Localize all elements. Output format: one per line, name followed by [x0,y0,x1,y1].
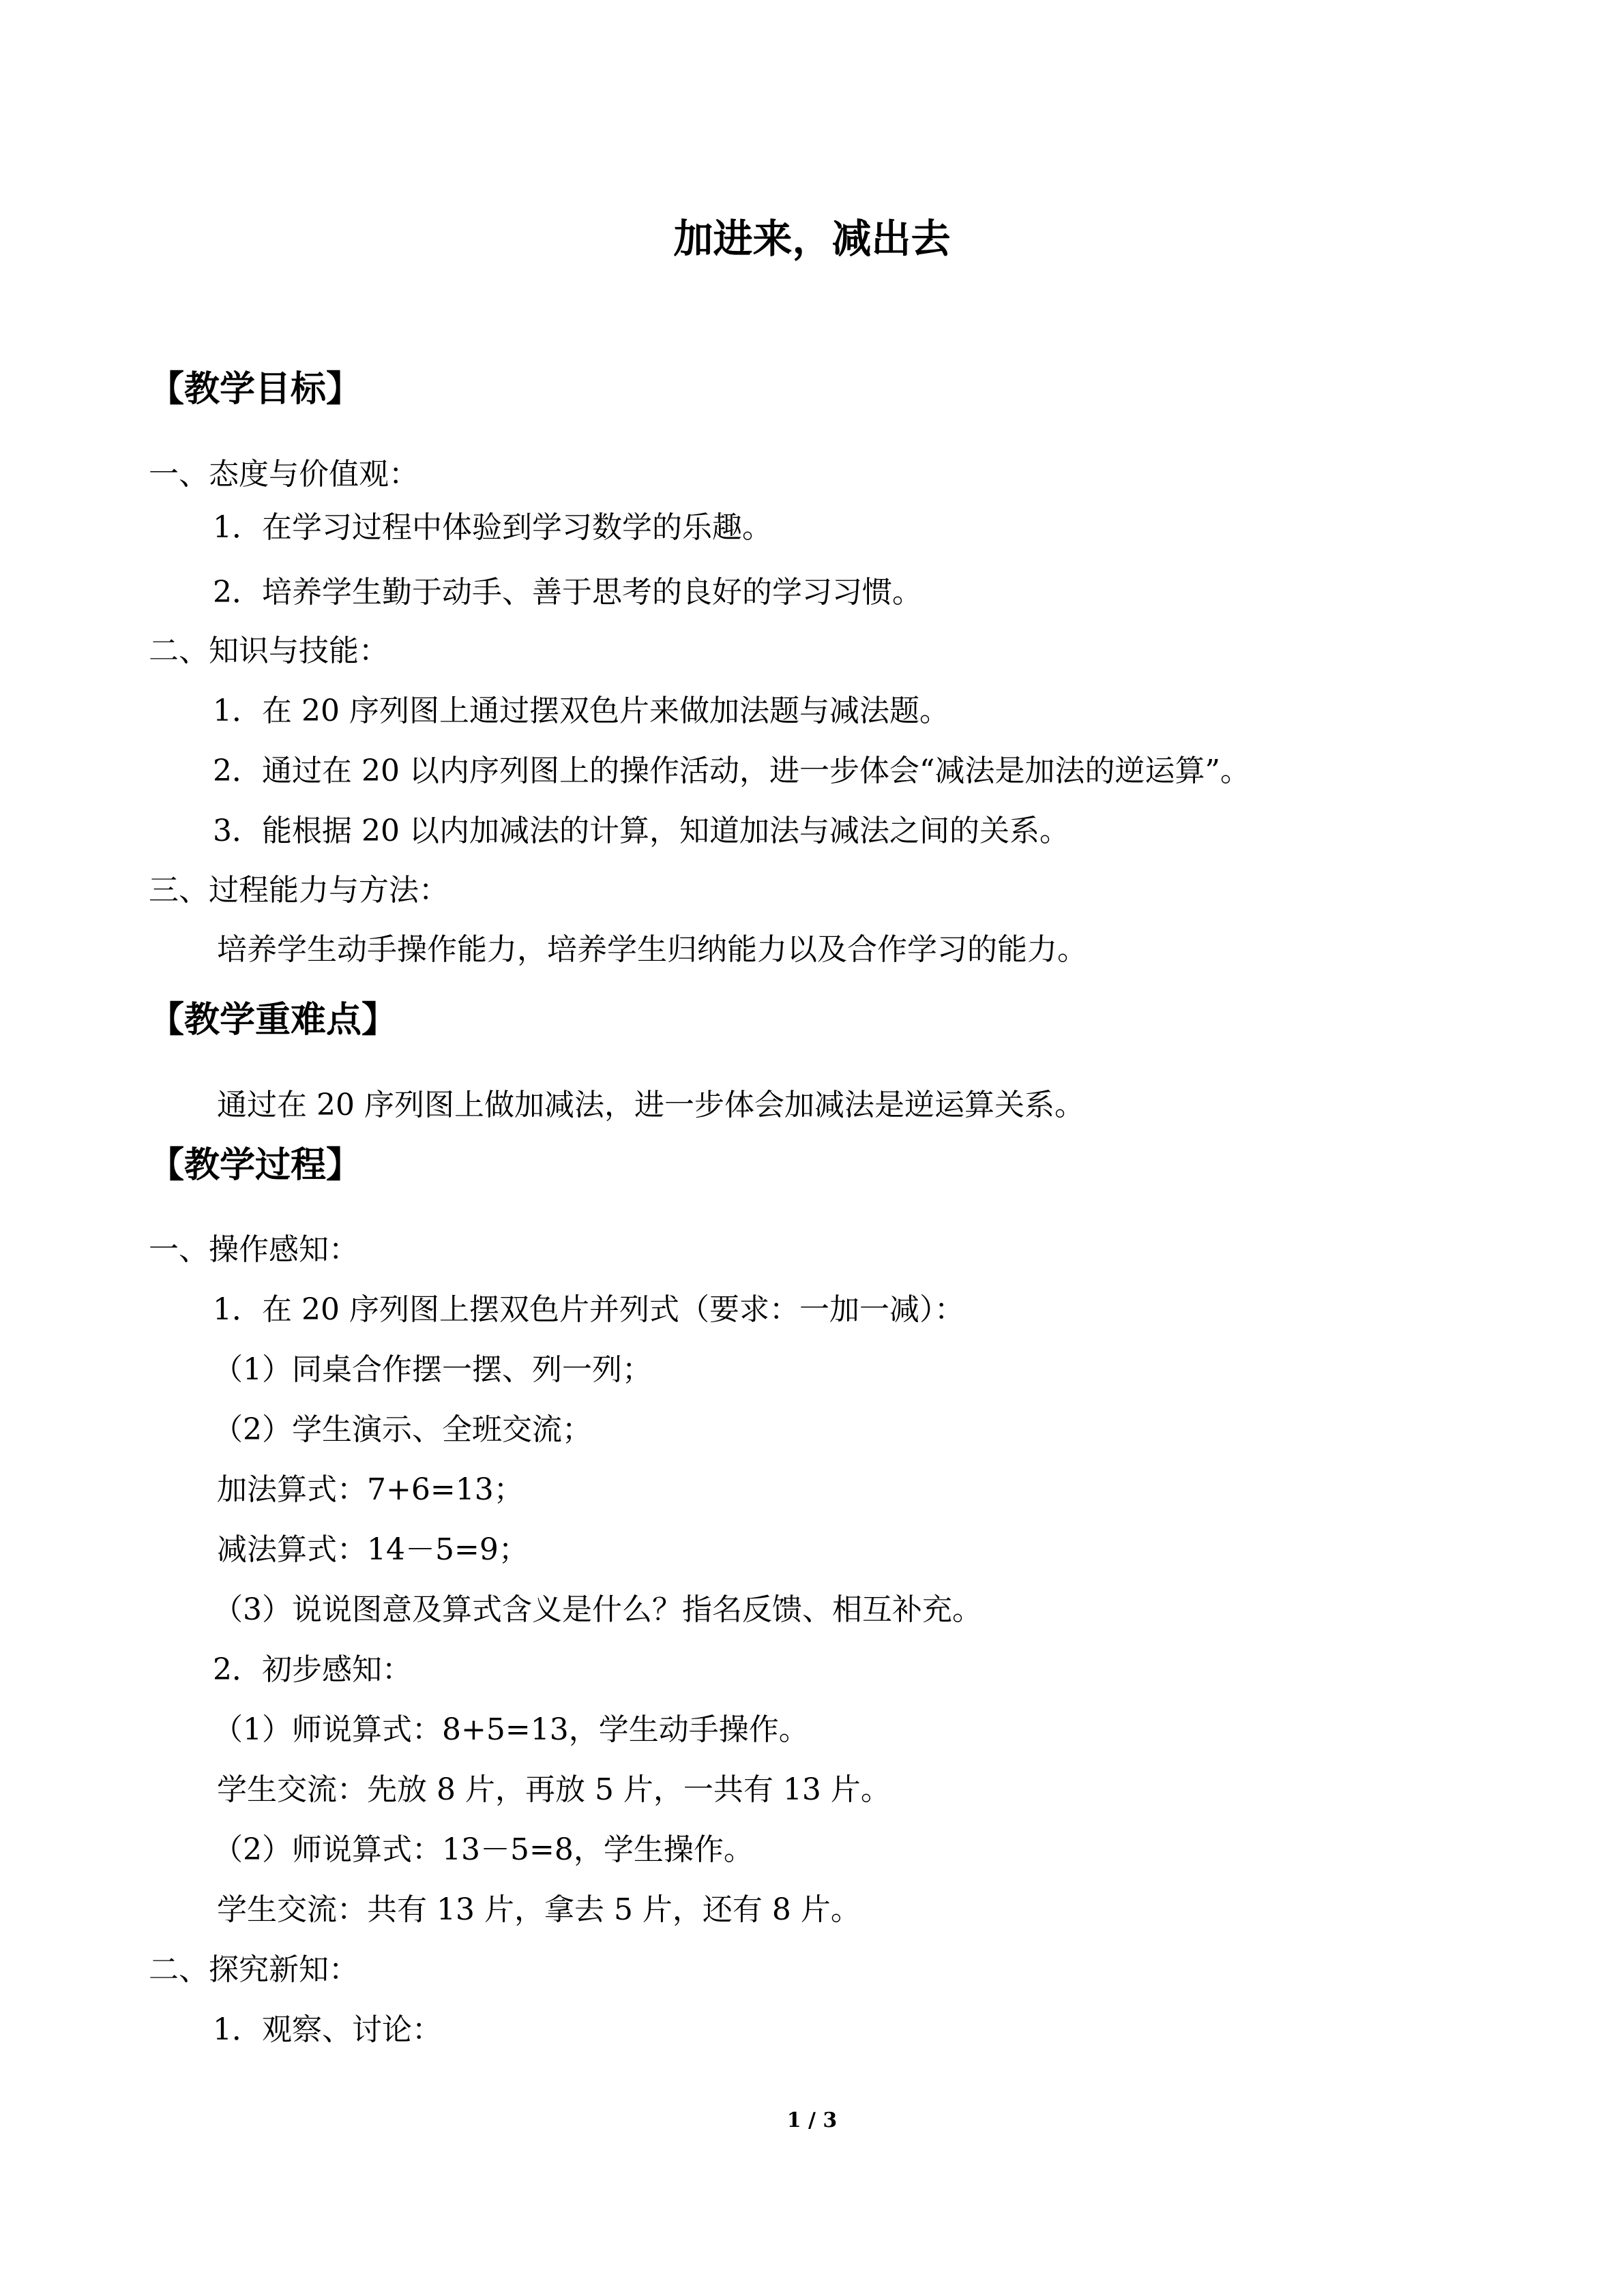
section-heading-process: 【教学过程】 [149,1144,362,1186]
document-title: 加进来，减出去 [673,215,951,262]
process-line: 加法算式：7+6=13； [217,1472,524,1507]
process-line: 2．初步感知： [213,1652,412,1687]
objectives-part1-item: 2．培养学生勤于动手、善于思考的良好的学习习惯。 [213,575,922,610]
objectives-part2-item: 3．能根据 20 以内加减法的计算，知道加法与减法之间的关系。 [213,814,1069,848]
key-points-text: 通过在 20 序列图上做加减法，进一步体会加减法是逆运算关系。 [217,1088,1084,1122]
process-line: （2）师说算式：13－5=8，学生操作。 [213,1832,754,1867]
objectives-part1-title: 一、态度与价值观： [149,457,419,492]
process-line: 学生交流：先放 8 片，再放 5 片，一共有 13 片。 [217,1772,891,1807]
process-line: （2）学生演示、全班交流； [213,1412,592,1447]
process-line: 学生交流：共有 13 片，拿去 5 片，还有 8 片。 [217,1892,861,1927]
process-part1-title: 一、操作感知： [149,1232,359,1267]
section-heading-objectives: 【教学目标】 [149,368,362,410]
process-line: （1）师说算式：8+5=13，学生动手操作。 [213,1712,809,1747]
process-line: 减法算式：14－5=9； [217,1532,529,1567]
process-line: （3）说说图意及算式含义是什么？指名反馈、相互补充。 [213,1592,982,1627]
objectives-part2-item: 1．在 20 序列图上通过摆双色片来做加法题与减法题。 [213,694,949,728]
objectives-part3-title: 三、过程能力与方法： [149,873,449,908]
section-heading-key-points: 【教学重难点】 [149,999,398,1041]
process-line: （1）同桌合作摆一摆、列一列； [213,1352,652,1387]
objectives-part2-title: 二、知识与技能： [149,633,389,668]
process-line: 1．在 20 序列图上摆双色片并列式（要求：一加一减）： [213,1292,964,1327]
process-line: 1．观察、讨论： [213,2012,442,2047]
process-part2-title: 二、探究新知： [149,1952,359,1987]
page-number: 1 / 3 [786,2108,838,2132]
objectives-part1-item: 1．在学习过程中体验到学习数学的乐趣。 [213,510,772,545]
objectives-part3-item: 培养学生动手操作能力，培养学生归纳能力以及合作学习的能力。 [217,932,1087,967]
objectives-part2-item: 2．通过在 20 以内序列图上的操作活动，进一步体会“减法是加法的逆运算”。 [213,754,1250,788]
